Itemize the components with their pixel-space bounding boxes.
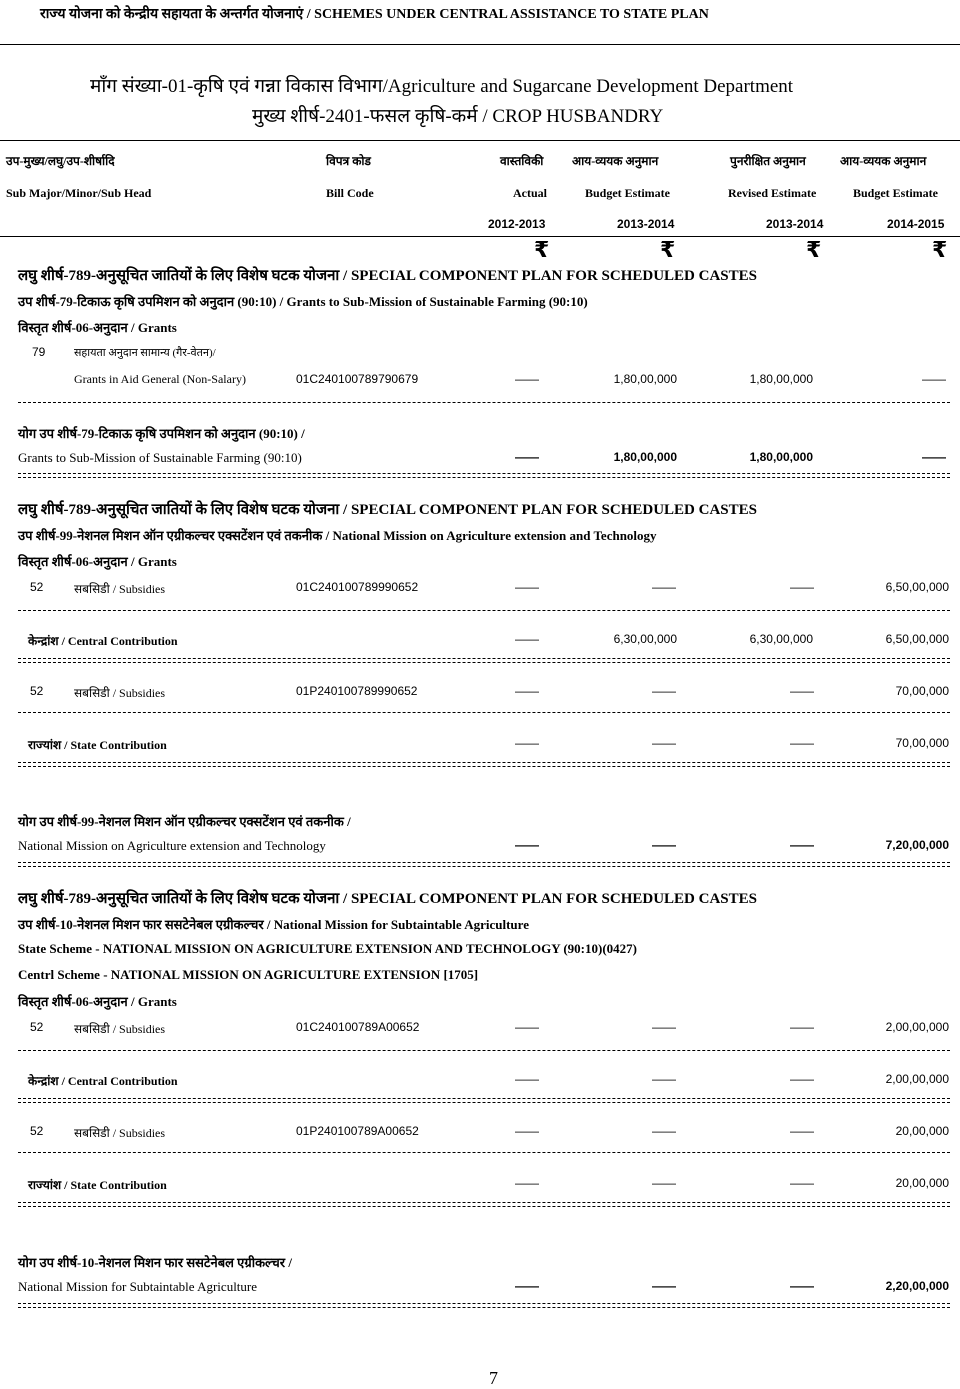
s2-r2-be1: —— [652, 684, 676, 698]
page-number: 7 [489, 1368, 498, 1388]
s1-minor-head: लघु शीर्ष-789-अनुसूचित जातियों के लिए विशेष घटक योजना / SPECIAL COMPONENT PLAN FOR SCHEDULED CASTES [18, 268, 757, 284]
s1-re: 1,80,00,000 [749, 372, 813, 386]
s2-state-actual: —— [515, 736, 539, 750]
s3-r2-actual: —— [515, 1124, 539, 1138]
s1-item-code: 79 [32, 345, 46, 359]
s3-detail-head: विस्तृत शीर्ष-06-अनुदान / Grants [18, 994, 177, 1009]
s2-r1-code: 52 [30, 580, 44, 594]
s3-r2-code: 52 [30, 1124, 44, 1138]
s3-r1-actual: —— [515, 1020, 539, 1034]
divider [18, 862, 950, 863]
s3-state-label: राज्यांश / State Contribution [28, 1178, 167, 1192]
s3-r2-be2: 20,00,000 [895, 1124, 949, 1138]
s2-total-be2: 7,20,00,000 [885, 838, 949, 852]
s1-total-hi: योग उप शीर्ष-79-टिकाऊ कृषि उपमिशन को अनुदान (90:10) / [18, 426, 305, 441]
s2-total-hi: योग उप शीर्ष-99-नेशनल मिशन ऑन एग्रीकल्चर एक्सटेंशन एवं तकनीक / [18, 814, 351, 829]
year-be1: 2013-2014 [617, 217, 675, 231]
header-rule-bottom [0, 236, 960, 237]
s1-detail-head: विस्तृत शीर्ष-06-अनुदान / Grants [18, 320, 177, 335]
s3-r2-be1: —— [652, 1124, 676, 1138]
col-be1-en: Budget Estimate [585, 186, 670, 200]
divider [18, 712, 950, 713]
s3-central-be2: 2,00,00,000 [885, 1072, 949, 1086]
divider [18, 766, 950, 767]
s2-r2-actual: —— [515, 684, 539, 698]
s3-total-hi: योग उप शीर्ष-10-नेशनल मिशन फार ससटेनेबल एग्रीकल्चर / [18, 1255, 292, 1270]
divider [18, 1152, 950, 1153]
col-be2-hi: आय-व्ययक अनुमान [840, 154, 927, 168]
s3-state-be1: —— [652, 1176, 676, 1190]
divider [18, 1206, 950, 1207]
s3-central-scheme: Centrl Scheme - NATIONAL MISSION ON AGRICULTURE EXTENSION [1705] [18, 967, 479, 982]
s2-state-be2: 70,00,000 [895, 736, 949, 750]
s2-central-label: केन्द्रांश / Central Contribution [28, 634, 178, 648]
year-be2: 2014-2015 [887, 217, 945, 231]
rupee-icon-actual: ₹ [534, 238, 550, 263]
col-head-hi: उप-मुख्य/लघु/उप-शीर्षादि [6, 154, 115, 168]
s3-r1-re: —— [790, 1020, 814, 1034]
s3-central-re: —— [790, 1072, 814, 1086]
divider [18, 1202, 950, 1203]
col-head-en: Sub Major/Minor/Sub Head [6, 186, 152, 200]
s2-central-be1: 6,30,00,000 [613, 632, 677, 646]
divider [18, 473, 950, 474]
s2-r2-re: —— [790, 684, 814, 698]
divider [18, 658, 950, 659]
s1-actual: —— [515, 372, 539, 386]
divider [18, 1098, 950, 1099]
s1-bill-code: 01C240100789790679 [296, 372, 419, 386]
s3-r2-item: सबसिडी / Subsidies [74, 1126, 166, 1140]
s2-total-actual: —— [515, 838, 539, 852]
s3-central-be1: —— [652, 1072, 676, 1086]
s3-sub-head: उप शीर्ष-10-नेशनल मिशन फार ससटेनेबल एग्रीकल्चर / National Mission for Subtaintable Agriculture [18, 917, 529, 932]
rupee-icon-be2: ₹ [932, 238, 948, 263]
s3-r1-be1: —— [652, 1020, 676, 1034]
s1-total-re: 1,80,00,000 [749, 450, 813, 464]
s2-detail-head: विस्तृत शीर्ष-06-अनुदान / Grants [18, 554, 177, 569]
col-re-en: Revised Estimate [728, 186, 817, 200]
col-actual-hi: वास्तविकी [500, 154, 544, 168]
s2-minor-head: लघु शीर्ष-789-अनुसूचित जातियों के लिए विशेष घटक योजना / SPECIAL COMPONENT PLAN FOR SCHEDULED CASTES [18, 502, 757, 518]
col-bill-en: Bill Code [326, 186, 374, 200]
s3-r1-bill: 01C240100789A00652 [296, 1020, 420, 1034]
demand-title: माँग संख्या-01-कृषि एवं गन्ना विकास विभाग/Agriculture and Sugarcane Development Department [90, 76, 794, 97]
divider [18, 1050, 950, 1051]
s1-total-en: Grants to Sub-Mission of Sustainable Farming (90:10) [18, 450, 302, 465]
divider [18, 1307, 950, 1308]
top-rule [0, 44, 960, 45]
header-rule-top [0, 140, 960, 141]
s2-total-be1: —— [652, 838, 676, 852]
s3-total-be2: 2,20,00,000 [885, 1279, 949, 1293]
s2-total-en: National Mission on Agriculture extension and Technology [18, 838, 326, 853]
s2-total-re: —— [790, 838, 814, 852]
col-be2-en: Budget Estimate [853, 186, 938, 200]
divider [18, 1102, 950, 1103]
divider [18, 1303, 950, 1304]
s2-r2-code: 52 [30, 684, 44, 698]
s2-state-be1: —— [652, 736, 676, 750]
s3-r2-bill: 01P240100789A00652 [296, 1124, 419, 1138]
s2-central-actual: —— [515, 632, 539, 646]
divider [18, 610, 950, 611]
s1-be1: 1,80,00,000 [613, 372, 677, 386]
s3-r1-be2: 2,00,00,000 [885, 1020, 949, 1034]
divider [18, 477, 950, 478]
s3-total-be1: —— [652, 1279, 676, 1293]
s1-total-actual: —— [515, 450, 539, 464]
s1-total-be1: 1,80,00,000 [613, 450, 677, 464]
s3-minor-head: लघु शीर्ष-789-अनुसूचित जातियों के लिए विशेष घटक योजना / SPECIAL COMPONENT PLAN FOR SCHEDULED CASTES [18, 891, 757, 907]
divider [18, 662, 950, 663]
s2-r1-be2: 6,50,00,000 [885, 580, 949, 594]
major-head-title: मुख्य शीर्ष-2401-फसल कृषि-कर्म / CROP HUSBANDRY [252, 106, 664, 127]
s3-total-en: National Mission for Subtaintable Agriculture [18, 1279, 258, 1294]
s3-state-be2: 20,00,000 [895, 1176, 949, 1190]
s3-total-actual: —— [515, 1279, 539, 1293]
col-bill-hi: विपत्र कोड [326, 154, 371, 168]
s1-item-en: Grants in Aid General (Non-Salary) [74, 372, 246, 386]
s1-be2: —— [922, 372, 946, 386]
s2-r1-item: सबसिडी / Subsidies [74, 582, 166, 596]
s2-r2-item: सबसिडी / Subsidies [74, 686, 166, 700]
s3-r1-item: सबसिडी / Subsidies [74, 1022, 166, 1036]
divider [18, 866, 950, 867]
s2-r1-re: —— [790, 580, 814, 594]
year-re: 2013-2014 [766, 217, 824, 231]
s2-r1-be1: —— [652, 580, 676, 594]
s3-central-actual: —— [515, 1072, 539, 1086]
s2-state-re: —— [790, 736, 814, 750]
s2-r1-actual: —— [515, 580, 539, 594]
s3-state-re: —— [790, 1176, 814, 1190]
s2-r1-bill: 01C240100789990652 [296, 580, 419, 594]
s2-central-re: 6,30,00,000 [749, 632, 813, 646]
col-re-hi: पुनरीक्षित अनुमान [730, 154, 806, 168]
rupee-icon-re: ₹ [806, 238, 822, 263]
s2-r2-bill: 01P240100789990652 [296, 684, 418, 698]
col-be1-hi: आय-व्ययक अनुमान [572, 154, 659, 168]
s1-item-hi: सहायता अनुदान सामान्य (गैर-वेतन)/ [74, 347, 216, 359]
col-actual-en: Actual [513, 186, 547, 200]
s1-total-be2: —— [922, 450, 946, 464]
s2-r2-be2: 70,00,000 [895, 684, 949, 698]
divider [18, 762, 950, 763]
s3-state-actual: —— [515, 1176, 539, 1190]
s2-state-label: राज्यांश / State Contribution [28, 738, 167, 752]
s2-central-be2: 6,50,00,000 [885, 632, 949, 646]
s3-r2-re: —— [790, 1124, 814, 1138]
s1-sub-head: उप शीर्ष-79-टिकाऊ कृषि उपमिशन को अनुदान (90:10) / Grants to Sub-Mission of Sustainable Farming (90:10) [18, 294, 588, 309]
year-actual: 2012-2013 [488, 217, 546, 231]
s3-central-label: केन्द्रांश / Central Contribution [28, 1074, 178, 1088]
divider [18, 402, 950, 403]
s3-r1-code: 52 [30, 1020, 44, 1034]
s2-sub-head: उप शीर्ष-99-नेशनल मिशन ऑन एग्रीकल्चर एक्सटेंशन एवं तकनीक / National Mission on Agriculture extension and Technology [18, 528, 657, 543]
s3-total-re: —— [790, 1279, 814, 1293]
top-title: राज्य योजना को केन्द्रीय सहायता के अन्तर्गत योजनाएं / SCHEMES UNDER CENTRAL ASSISTANCE TO STATE PLAN [40, 7, 709, 22]
s3-state-scheme: State Scheme - NATIONAL MISSION ON AGRICULTURE EXTENSION AND TECHNOLOGY (90:10)(0427) [18, 941, 637, 956]
rupee-icon-be1: ₹ [660, 238, 676, 263]
